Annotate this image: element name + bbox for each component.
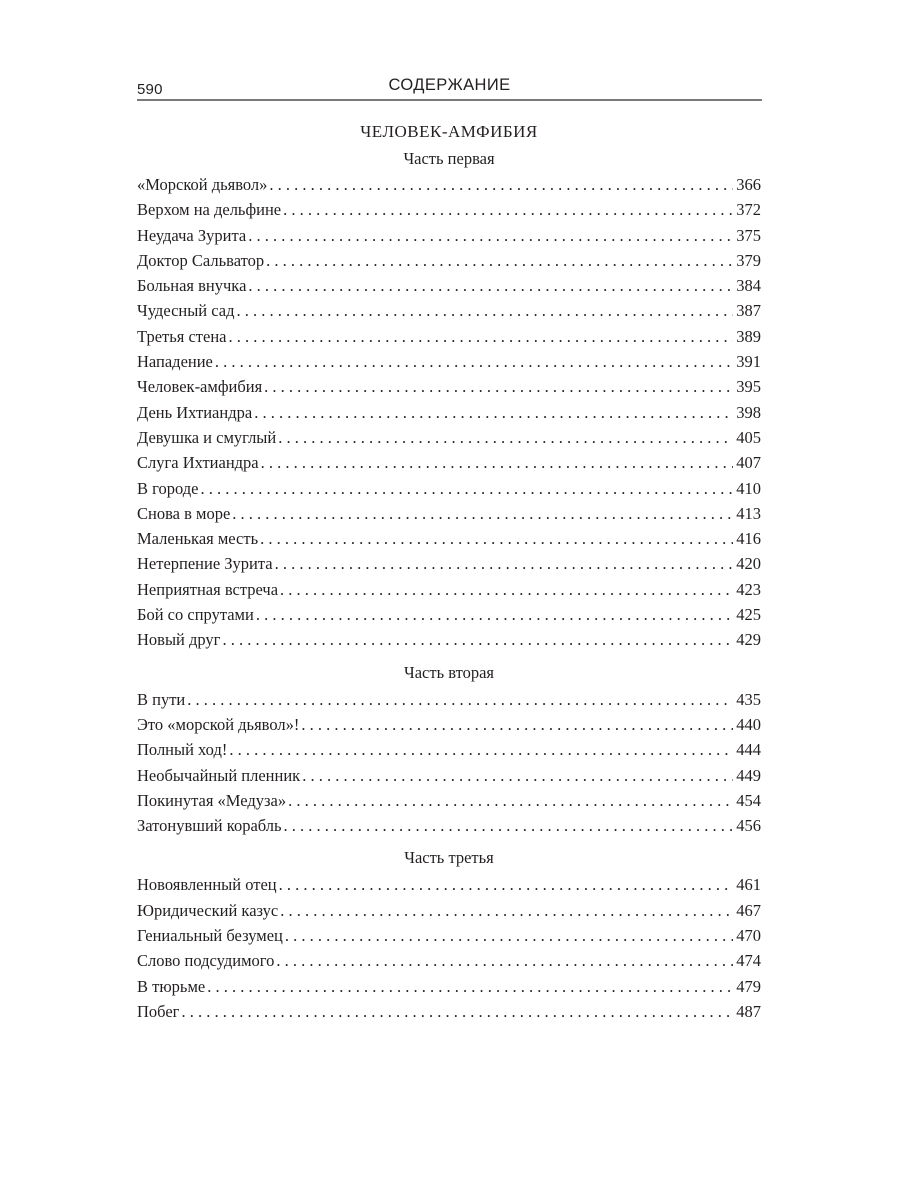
chapter-page-number: 389 bbox=[736, 326, 761, 346]
dot-leader bbox=[276, 948, 733, 973]
chapter-title: Третья стена bbox=[137, 326, 227, 346]
dot-leader bbox=[222, 627, 733, 652]
toc-entry bbox=[137, 974, 761, 999]
dot-leader bbox=[264, 374, 733, 399]
toc-entry bbox=[137, 551, 761, 576]
chapter-page-number: 384 bbox=[736, 276, 761, 296]
dot-leader bbox=[280, 577, 733, 602]
toc-entry bbox=[137, 813, 761, 838]
toc-entry bbox=[137, 577, 761, 602]
dot-leader bbox=[215, 349, 733, 374]
chapter-title: День Ихтиандра bbox=[137, 402, 253, 422]
chapter-page-number: 467 bbox=[736, 900, 761, 920]
toc-entry bbox=[137, 501, 761, 526]
toc-entry bbox=[137, 627, 761, 652]
chapter-title: Доктор Сальватор bbox=[137, 250, 265, 270]
chapter-title: Полный ход! bbox=[137, 740, 228, 760]
chapter-title: Затонувший корабль bbox=[137, 816, 282, 836]
toc-entry bbox=[137, 999, 761, 1024]
chapter-page-number: 435 bbox=[736, 689, 761, 709]
chapter-page-number: 487 bbox=[736, 1001, 761, 1021]
dot-leader bbox=[181, 999, 733, 1024]
chapter-page-number: 405 bbox=[736, 427, 761, 447]
dot-leader bbox=[229, 324, 734, 349]
dot-leader bbox=[187, 687, 733, 712]
dot-leader bbox=[285, 923, 733, 948]
chapter-title: Новоявленный отец bbox=[137, 875, 277, 895]
chapter-title: Необычайный пленник bbox=[137, 765, 301, 785]
chapter-title: Покинутая «Медуза» bbox=[137, 790, 287, 810]
chapter-title: «Морской дьявол» bbox=[137, 175, 268, 194]
chapter-page-number: 420 bbox=[736, 554, 761, 574]
dot-leader bbox=[261, 450, 734, 475]
toc-entry bbox=[137, 526, 761, 551]
dot-leader bbox=[288, 788, 733, 813]
part-title: Часть вторая bbox=[403, 662, 495, 682]
running-head bbox=[137, 76, 762, 98]
chapter-title: Побег bbox=[137, 1001, 180, 1021]
chapter-title: Нападение bbox=[137, 352, 213, 372]
toc-entry bbox=[137, 400, 761, 425]
chapter-title: Слуга Ихтиандра bbox=[137, 453, 259, 473]
toc-entry bbox=[137, 763, 761, 788]
chapter-page-number: 474 bbox=[736, 951, 761, 971]
toc-entry bbox=[137, 172, 761, 197]
chapter-title: Чудесный сад bbox=[137, 301, 235, 321]
chapter-page-number: 423 bbox=[736, 579, 761, 599]
toc-entry bbox=[137, 349, 761, 374]
chapter-page-number: 416 bbox=[736, 529, 761, 549]
chapter-title: Больная внучка bbox=[137, 276, 247, 296]
chapter-page-number: 449 bbox=[736, 765, 761, 785]
dot-leader bbox=[229, 737, 733, 762]
chapter-page-number: 456 bbox=[736, 816, 761, 836]
chapter-page-number: 372 bbox=[736, 200, 761, 220]
chapter-page-number: 454 bbox=[736, 790, 761, 810]
toc-entry bbox=[137, 197, 761, 222]
chapter-page-number: 391 bbox=[736, 352, 761, 372]
chapter-page-number: 461 bbox=[736, 875, 761, 895]
dot-leader bbox=[256, 602, 733, 627]
dot-leader bbox=[260, 526, 733, 551]
chapter-title: Нетерпение Зурита bbox=[137, 554, 273, 574]
dot-leader bbox=[284, 813, 734, 838]
dot-leader bbox=[279, 872, 734, 897]
toc-entry bbox=[137, 872, 761, 897]
toc-entry bbox=[137, 324, 761, 349]
dot-leader bbox=[269, 172, 733, 197]
dot-leader bbox=[280, 898, 733, 923]
dot-leader bbox=[248, 223, 733, 248]
dot-leader bbox=[301, 712, 733, 737]
dot-leader bbox=[278, 425, 733, 450]
chapter-page-number: 440 bbox=[736, 714, 761, 734]
chapter-title: Юридический казус bbox=[137, 900, 279, 920]
toc-entry bbox=[137, 374, 761, 399]
dot-leader bbox=[207, 974, 733, 999]
chapter-title: Девушка и смуглый bbox=[137, 427, 277, 447]
chapter-page-number: 444 bbox=[736, 740, 761, 760]
chapter-title: В городе bbox=[137, 478, 199, 498]
table-of-contents bbox=[137, 118, 761, 1024]
chapter-title: Человек-амфибия bbox=[137, 377, 263, 397]
header-rule bbox=[137, 99, 762, 101]
part-title: Часть третья bbox=[404, 848, 494, 868]
chapter-page-number: 375 bbox=[736, 225, 761, 245]
toc-entry bbox=[137, 223, 761, 248]
chapter-page-number: 429 bbox=[736, 630, 761, 650]
dot-leader bbox=[237, 298, 734, 323]
chapter-title: Неприятная встреча bbox=[137, 579, 279, 599]
toc-entry bbox=[137, 450, 761, 475]
toc-entry bbox=[137, 425, 761, 450]
chapter-title: Новый друг bbox=[137, 630, 221, 650]
chapter-page-number: 425 bbox=[736, 605, 761, 625]
chapter-title: Слово подсудимого bbox=[137, 951, 275, 971]
toc-entry bbox=[137, 923, 761, 948]
toc-entry bbox=[137, 687, 761, 712]
dot-leader bbox=[275, 551, 734, 576]
dot-leader bbox=[302, 763, 733, 788]
toc-entry bbox=[137, 712, 761, 737]
dot-leader bbox=[232, 501, 733, 526]
chapter-page-number: 379 bbox=[736, 250, 761, 270]
chapter-title: Маленькая месть bbox=[137, 529, 259, 549]
book-title: ЧЕЛОВЕК-АМФИБИЯ bbox=[360, 122, 538, 141]
toc-entry bbox=[137, 788, 761, 813]
chapter-title: Верхом на дельфине bbox=[137, 200, 282, 220]
chapter-page-number: 387 bbox=[736, 301, 761, 321]
chapter-page-number: 410 bbox=[736, 478, 761, 498]
toc-entry bbox=[137, 273, 761, 298]
toc-entry bbox=[137, 248, 761, 273]
chapter-title: Бой со спрутами bbox=[137, 605, 254, 625]
chapter-title: Гениальный безумец bbox=[137, 926, 283, 946]
chapter-title: Снова в море bbox=[137, 503, 231, 523]
dot-leader bbox=[254, 400, 733, 425]
chapter-page-number: 479 bbox=[736, 976, 761, 996]
chapter-title: В пути bbox=[137, 689, 186, 709]
part-title: Часть первая bbox=[403, 149, 495, 168]
chapter-title: Это «морской дьявол»! bbox=[137, 714, 300, 734]
page-number: 590 bbox=[137, 81, 163, 98]
running-title: СОДЕРЖАНИЕ bbox=[388, 76, 511, 94]
chapter-title: В тюрьме bbox=[137, 976, 206, 996]
toc-entry bbox=[137, 476, 761, 501]
dot-leader bbox=[283, 197, 733, 222]
chapter-page-number: 398 bbox=[736, 402, 761, 422]
chapter-page-number: 407 bbox=[736, 453, 761, 473]
toc-entry bbox=[137, 602, 761, 627]
dot-leader bbox=[200, 476, 733, 501]
toc-entry bbox=[137, 737, 761, 762]
dot-leader bbox=[266, 248, 733, 273]
chapter-title: Неудача Зурита bbox=[137, 225, 247, 245]
toc-entry bbox=[137, 898, 761, 923]
chapter-page-number: 395 bbox=[736, 377, 761, 397]
chapter-page-number: 366 bbox=[736, 175, 761, 194]
chapter-page-number: 413 bbox=[736, 503, 761, 523]
toc-entry bbox=[137, 948, 761, 973]
toc-entry bbox=[137, 298, 761, 323]
chapter-page-number: 470 bbox=[736, 926, 761, 946]
dot-leader bbox=[248, 273, 733, 298]
